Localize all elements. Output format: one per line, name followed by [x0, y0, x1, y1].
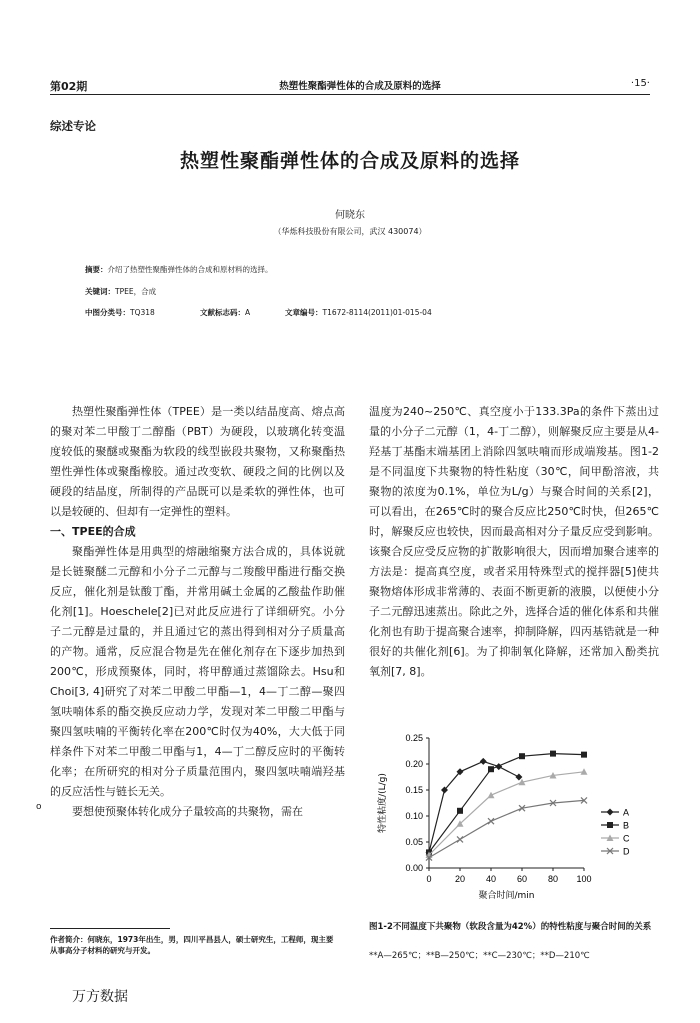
point-square	[581, 752, 587, 758]
synthesis-paragraph: 聚酯弹性体是用典型的熔融缩聚方法合成的，具体说就是长链聚醚二元醇和小分子二元醇与二羧酸甲酯进行酯交换反应，催化剂是钛酸丁酯，并常用碱土金属的乙酸盐作助催化剂[1]。Hoeschele[2]已对此反应进行了详细研究。小分子二元醇是过量的，并且通过它的蒸出得到相对分子质量高的产物。通常，反应混合物是先在催化剂存在下逐步加热到200℃，形成预聚体，同时，将甲醇通过蒸馏除去。Hsu和Choi[3, 4]研究了对苯二甲酸二甲酯—1，4—丁二醇—聚四氢呋喃体系的酯交换反应动力学，发现对苯二甲酸二甲酯与聚四氢呋喃的平衡转化率在200℃时仅为40%，大大低于同样条件下对苯二甲酸二甲酯与1，4—丁二醇反应时的平衡转化率；在所研究的相对分子质量范围内，聚四氢呋喃端羟基的反应活性与链长无关。	[50, 545, 345, 798]
figure-caption: 图1-2不同温度下共聚物（软段含量为42%）的特性粘度与聚合时间的关系	[369, 922, 652, 932]
abstract-label: 摘要：	[85, 265, 108, 274]
point-x	[488, 818, 494, 824]
journal-issue: 第02期	[50, 80, 88, 93]
prepolymer-paragraph: 要想使预聚体转化成分子量较高的共聚物，需在	[72, 805, 303, 818]
series-line-b	[429, 754, 584, 853]
point-x	[457, 836, 463, 842]
chart-axes	[376, 733, 592, 901]
abstract	[85, 264, 273, 275]
x-tick-label: 60	[516, 874, 528, 884]
point-square	[488, 766, 494, 772]
right-column	[369, 402, 659, 682]
footnote-rule	[50, 928, 170, 929]
running-title: 热塑性聚酯弹性体的合成及原料的选择	[279, 81, 441, 92]
series-line-c	[429, 772, 584, 855]
x-tick-label: 0	[426, 874, 432, 884]
author: 何晓东	[335, 210, 365, 221]
y-tick-label: 0.25	[405, 733, 423, 743]
article-number-label: 文章编号：	[285, 308, 323, 317]
polycondensation-paragraph: 温度为240~250℃、真空度小于133.3Pa的条件下蒸出过量的小分子二元醇（1，4-丁二醇），则解聚反应主要是从4-羟基丁基酯末端基团上消除四氢呋喃而形成端羧基。图1-2是不同温度下共聚物的特性粘度（30℃，间甲酚溶液，共聚物的浓度为0.1%，单位为L/g）与聚合时间的关系[2]，可以看出，在265℃时的聚合反应比250℃时快，但265℃时，解聚反应也较快，因而最高相对分子量反应受到影响。该聚合反应受反应物的扩散影响很大，因而增加聚合速率的方法是：提高真空度，或者采用特殊型式的搅拌器[5]使共聚物熔体形成非常薄的、表面不断更新的液膜，以便使小分子二元醇迅速蒸出。除此之外，选择合适的催化体系和共催化剂也有助于提高聚合速率，抑制降解，四丙基锆就是一种很好的共催化剂[6]。为了抑制氧化降解，还常加入酚类抗氧剂[7, 8]。	[369, 405, 659, 678]
legend-label-b: B	[623, 820, 630, 831]
point-square	[550, 751, 556, 757]
legend-label-c: C	[623, 833, 630, 844]
y-axis-title: 特性粘度/(L/g)	[378, 773, 388, 833]
margin-mark: o	[36, 802, 42, 812]
legend-label-d: D	[623, 846, 630, 857]
point-diamond	[480, 758, 487, 765]
y-tick-label: 0.05	[405, 837, 423, 847]
article-number	[285, 307, 432, 318]
y-tick-label: 0.00	[405, 863, 423, 873]
x-tick-label: 40	[485, 874, 497, 884]
x-tick-label: 100	[576, 874, 592, 884]
section-heading: 一、TPEE的合成	[50, 525, 136, 538]
chart-legend	[601, 808, 630, 857]
section-tag: 综述专论	[50, 119, 96, 133]
doc-code	[200, 307, 250, 318]
author-footnote: 作者简介：何晓东，1973年出生，男，四川平昌县人，硕士研究生，工程师，现主要从事高分子材料的研究与开发。	[50, 935, 334, 955]
series-line-a	[429, 761, 519, 852]
classification-text: TQ318	[130, 308, 155, 317]
x-axis-title: 聚合时间/min	[478, 891, 535, 901]
keywords-text: TPEE，合成	[115, 287, 157, 296]
keywords-label: 关键词：	[85, 287, 115, 296]
x-tick-label: 80	[547, 874, 559, 884]
x-tick-label: 20	[454, 874, 466, 884]
classification	[85, 307, 155, 318]
page-number: ·15·	[630, 78, 650, 89]
header-rule	[50, 94, 650, 95]
viscosity-chart	[369, 728, 664, 913]
point-square	[457, 808, 463, 814]
point-diamond	[607, 809, 614, 816]
watermark: 万方数据	[72, 989, 128, 1005]
figure-legend-note: **A—265℃；**B—250℃；**C—230℃；**D—210℃	[369, 951, 590, 961]
y-tick-label: 0.15	[405, 785, 423, 795]
series-line-d	[429, 800, 584, 857]
affiliation: （华烁科技股份有限公司，武汉 430074）	[273, 227, 427, 236]
y-tick-label: 0.20	[405, 759, 423, 769]
left-column	[50, 402, 345, 822]
doc-code-text: A	[245, 308, 251, 317]
keywords	[85, 286, 156, 297]
abstract-text: 介绍了热塑性聚酯弹性体的合成和原材料的选择。	[107, 265, 273, 274]
chart-series	[426, 751, 588, 861]
article-number-text: T1672-8114(2011)01-015-04	[322, 308, 432, 317]
y-tick-label: 0.10	[405, 811, 423, 821]
point-square	[519, 753, 525, 759]
classification-label: 中图分类号：	[85, 308, 130, 317]
point-triangle	[488, 792, 495, 799]
doc-code-label: 文献标志码：	[200, 308, 245, 317]
point-diamond	[515, 774, 522, 781]
legend-label-a: A	[623, 807, 630, 818]
intro-paragraph: 热塑性聚酯弹性体（TPEE）是一类以结晶度高、熔点高的聚对苯二甲酸丁二醇酯（PBT）为硬段，以玻璃化转变温度较低的聚醚或聚酯为软段的线型嵌段共聚物，又称聚酯热塑性弹性体或聚酯橡胶。通过改变软、硬段之间的比例以及硬段的结晶度，所制得的产品既可以是柔软的弹性体，也可以是较硬的、但却有一定弹性的塑料。	[50, 405, 345, 518]
article-title: 热塑性聚酯弹性体的合成及原料的选择	[179, 150, 520, 172]
point-square	[607, 822, 613, 828]
